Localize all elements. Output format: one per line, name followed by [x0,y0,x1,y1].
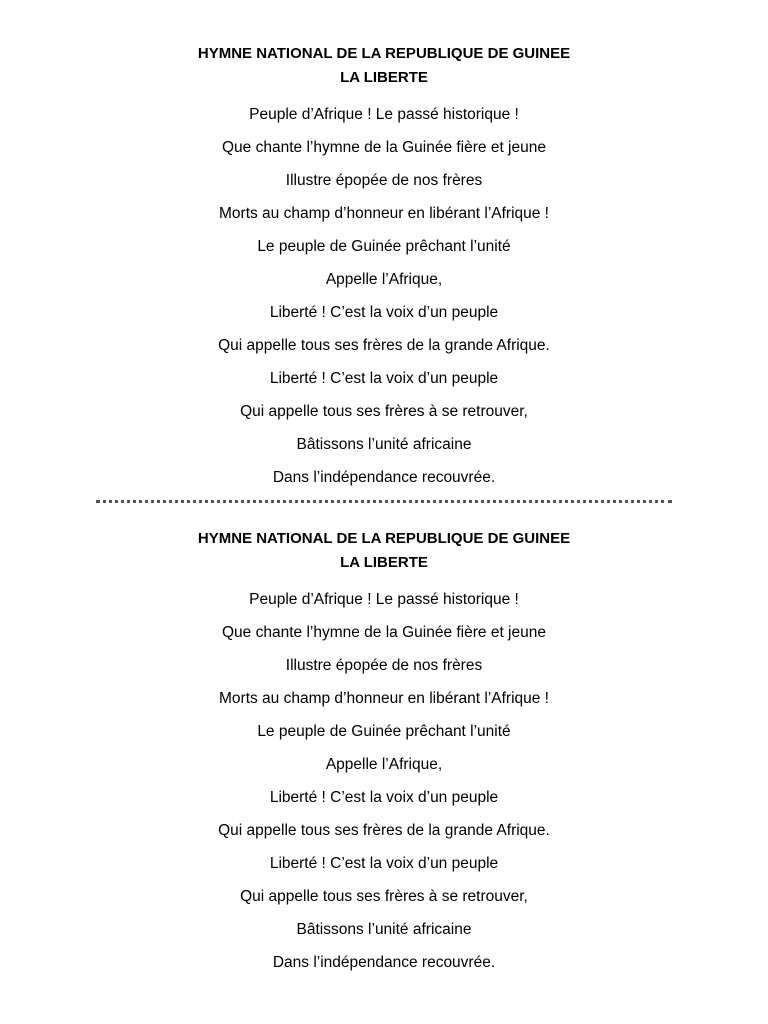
verse-line: Bâtissons l’unité africaine [296,436,472,453]
verse-line: Qui appelle tous ses frères à se retrouver, [240,403,528,420]
anthem-block-bottom [0,527,768,979]
verse-line: Appelle l’Afrique, [325,756,443,773]
verse-line: Dans l’indépendance recouvrée. [272,954,496,971]
verse-line: Morts au champ d’honneur en libérant l’Afrique ! [219,205,549,222]
verse-line: Liberté ! C’est la voix d’un peuple [269,855,499,872]
anthem-verses [0,583,768,979]
verse-line: Liberté ! C’est la voix d’un peuple [269,304,499,321]
verse-line: Que chante l’hymne de la Guinée fière et jeune [222,624,546,641]
anthem-subtitle: LA LIBERTE [340,69,428,86]
verse-line: Qui appelle tous ses frères de la grande Afrique. [218,337,550,354]
verse-line: Illustre épopée de nos frères [285,172,483,189]
verse-line: Qui appelle tous ses frères de la grande Afrique. [218,822,550,839]
verse-line: Peuple d’Afrique ! Le passé historique ! [249,591,519,608]
verse-line: Le peuple de Guinée prêchant l’unité [257,238,511,255]
anthem-title: HYMNE NATIONAL DE LA REPUBLIQUE DE GUINEE [197,45,571,62]
verse-line: Peuple d’Afrique ! Le passé historique ! [249,106,519,123]
verse-line: Qui appelle tous ses frères à se retrouver, [240,888,528,905]
verse-line: Que chante l’hymne de la Guinée fière et jeune [222,139,546,156]
verse-line: Le peuple de Guinée prêchant l’unité [257,723,511,740]
anthem-verses [0,98,768,494]
verse-line: Morts au champ d’honneur en libérant l’Afrique ! [219,690,549,707]
verse-line: Liberté ! C’est la voix d’un peuple [269,370,499,387]
verse-line: Bâtissons l’unité africaine [296,921,472,938]
dotted-cut-line-divider [96,500,672,507]
verse-line: Dans l’indépendance recouvrée. [272,469,496,486]
anthem-subtitle: LA LIBERTE [340,554,428,571]
verse-line: Appelle l’Afrique, [325,271,443,288]
verse-line: Illustre épopée de nos frères [285,657,483,674]
anthem-block-top [0,42,768,494]
anthem-title: HYMNE NATIONAL DE LA REPUBLIQUE DE GUINEE [197,530,571,547]
verse-line: Liberté ! C’est la voix d’un peuple [269,789,499,806]
